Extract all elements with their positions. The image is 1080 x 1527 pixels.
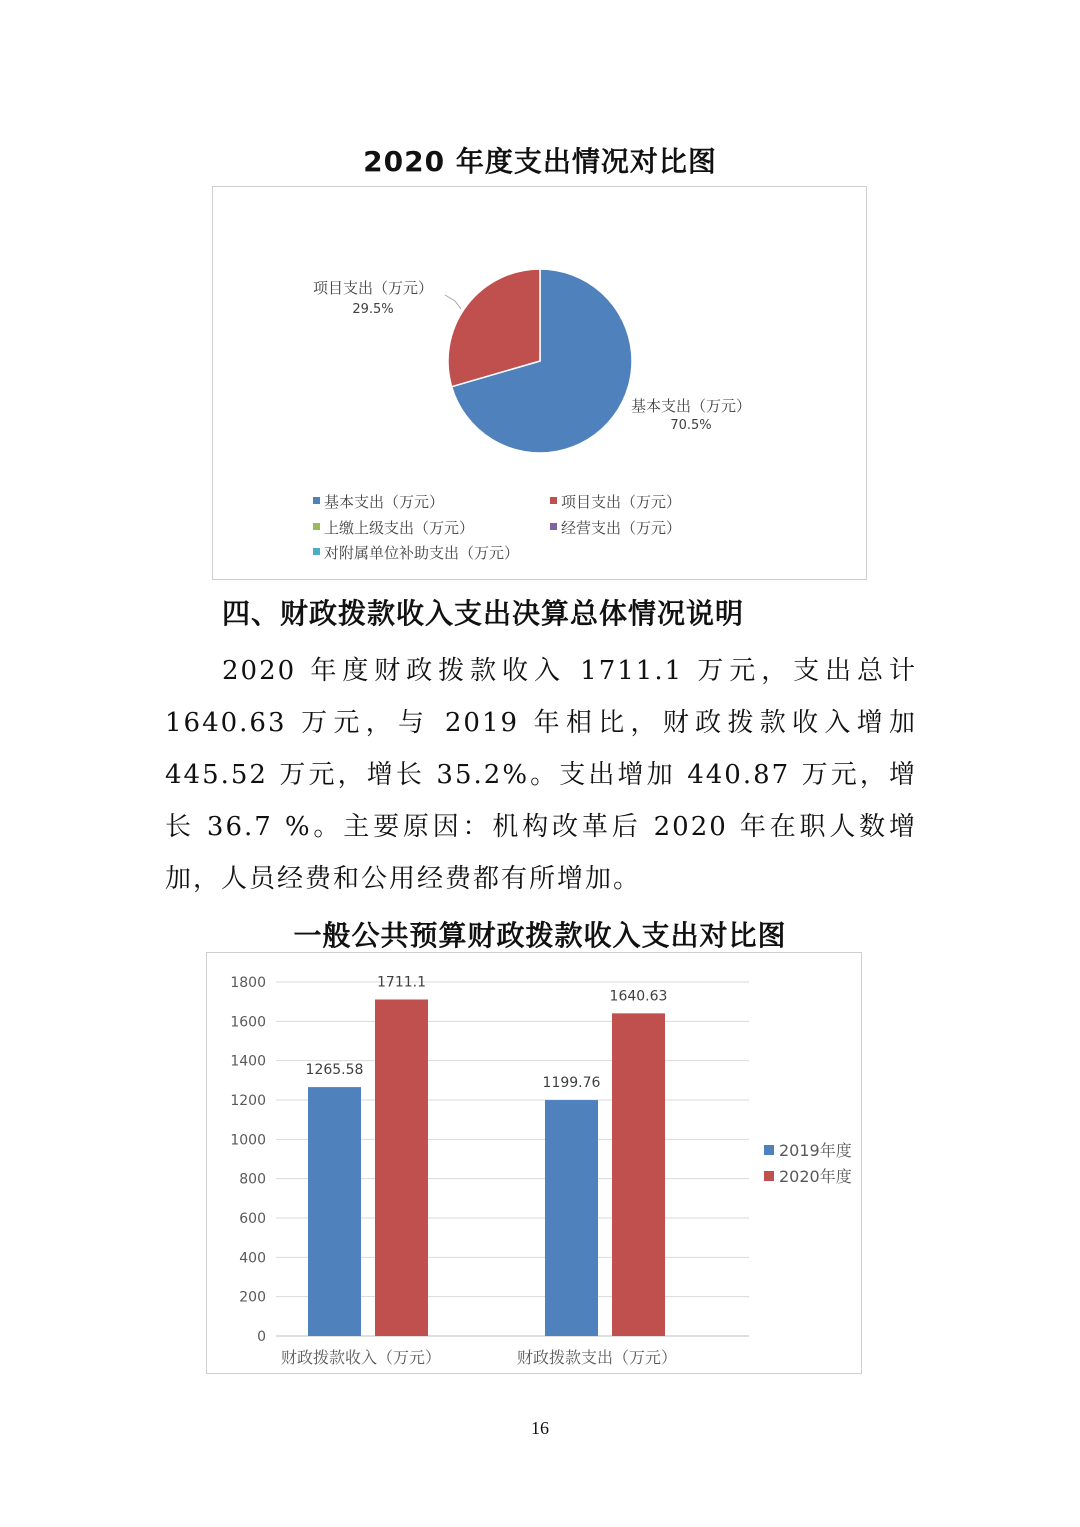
bar-chart-frame <box>206 952 862 1374</box>
bar-0-1 <box>545 1100 598 1336</box>
y-tick-label-6: 1200 <box>230 1093 266 1109</box>
legend-swatch-operating <box>550 523 557 530</box>
legend-project: 项目支出（万元） <box>561 493 682 511</box>
legend-swatch-2020 <box>764 1171 774 1181</box>
pie-chart-frame <box>212 186 867 580</box>
body-paragraph: 2020 年度财政拨款收入 1711.1 万元，支出总计 1640.63 万元，与 2019 年相比，财政拨款收入增加 445.52 万元，增长 35.2%。支出增加 440.87 万元，增长 36.7 %。主要原因：机构改革后 2020 年在职人数增加，人员经费和公用经费都有所增加。 <box>165 656 917 894</box>
y-tick-label-2: 400 <box>239 1250 266 1267</box>
legend-swatch-subsidy <box>313 548 320 555</box>
y-tick-label-5: 1000 <box>230 1132 266 1149</box>
data-label-1-1: 1640.63 <box>609 988 668 1005</box>
x-category-expense: 财政拨款支出（万元） <box>516 1348 678 1367</box>
page-number: 16 <box>531 1418 549 1438</box>
y-tick-label-9: 1800 <box>230 975 266 991</box>
legend-swatch-upper <box>313 523 320 530</box>
pie-label-project-pct: 29.5% <box>352 302 394 317</box>
pie-label-basic-pct: 70.5% <box>670 418 712 433</box>
y-tick-label-0: 0 <box>257 1329 266 1345</box>
pie-leader-line <box>445 295 461 309</box>
bar-1-1 <box>612 1013 665 1336</box>
y-tick-label-3: 600 <box>239 1211 266 1227</box>
y-tick-label-4: 800 <box>239 1171 266 1188</box>
pie-label-project-name: 项目支出（万元） <box>312 279 434 297</box>
pie-chart <box>213 187 866 579</box>
x-category-income: 财政拨款收入（万元） <box>280 1348 442 1367</box>
data-label-0-0: 1265.58 <box>305 1062 364 1079</box>
legend-2019: 2019年度 <box>779 1141 852 1160</box>
legend-subsidy: 对附属单位补助支出（万元） <box>324 544 520 562</box>
y-tick-label-8: 1600 <box>230 1014 266 1031</box>
pie-label-basic-name: 基本支出（万元） <box>630 397 752 415</box>
y-tick-label-7: 1400 <box>230 1053 266 1070</box>
section-heading: 四、财政拨款收入支出决算总体情况说明 <box>222 597 745 630</box>
legend-swatch-2019 <box>764 1145 774 1155</box>
data-label-1-0: 1711.1 <box>377 974 426 991</box>
legend-basic: 基本支出（万元） <box>324 493 445 511</box>
bar-chart <box>207 953 861 1373</box>
legend-swatch-project <box>550 497 557 504</box>
pie-chart-title: 2020 年度支出情况对比图 <box>363 145 717 178</box>
bar-chart-title: 一般公共预算财政拨款收入支出对比图 <box>293 919 787 952</box>
legend-upper: 上缴上级支出（万元） <box>324 519 475 537</box>
legend-2020: 2020年度 <box>779 1167 852 1186</box>
y-tick-label-1: 200 <box>239 1289 266 1306</box>
legend-operating: 经营支出（万元） <box>561 519 682 537</box>
data-label-0-1: 1199.76 <box>542 1075 601 1092</box>
bar-0-0 <box>308 1087 361 1336</box>
bar-1-0 <box>375 999 428 1336</box>
legend-swatch-basic <box>313 497 320 504</box>
